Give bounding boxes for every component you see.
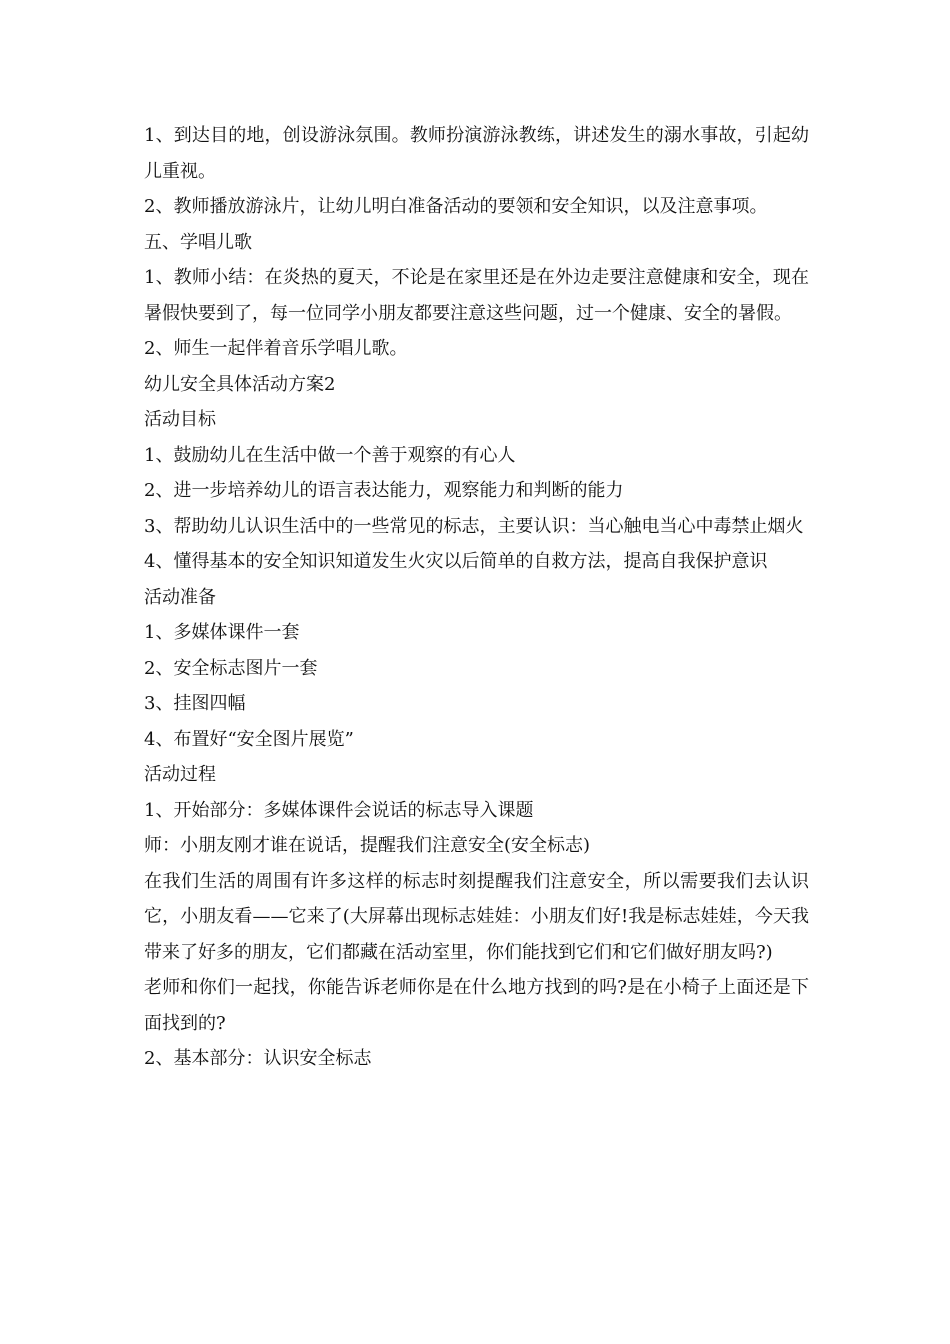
list-item: 4、懂得基本的安全知识知道发生火灾以后简单的自救方法，提高自我保护意识 [144,551,768,572]
list-item: 2、安全标志图片一套 [144,657,318,679]
document-subtitle: 幼儿安全具体活动方案2 [144,373,336,395]
section-heading: 五、学唱儿歌 [144,231,252,253]
paragraph: 2、教师播放游泳片，让幼儿明白准备活动的要领和安全知识，以及注意事项。 [144,196,768,217]
paragraph: 2、基本部分：认识安全标志 [144,1048,372,1069]
section-heading: 活动过程 [144,764,216,785]
paragraph: 在我们生活的周围有许多这样的标志时刻提醒我们注意安全，所以需要我们去认识它，小朋友看——它来了(大屏幕出现标志娃娃：小朋友们好!我是标志娃娃，今天我带来了好多的朋友，它们都藏在活动室里，你们能找到它们和它们做好朋友吗?) [144,870,809,963]
section-heading: 活动准备 [144,586,216,608]
paragraph: 2、师生一起伴着音乐学唱儿歌。 [144,338,408,359]
paragraph: 1、开始部分：多媒体课件会说话的标志导入课题 [144,799,534,821]
list-item: 3、帮助幼儿认识生活中的一些常见的标志，主要认识：当心触电当心中毒禁止烟火 [144,515,804,537]
document-body [144,118,809,1077]
section-heading: 活动目标 [144,409,216,430]
list-item: 2、进一步培养幼儿的语言表达能力，观察能力和判断的能力 [144,480,624,501]
list-item: 1、鼓励幼儿在生活中做一个善于观察的有心人 [144,444,516,466]
paragraph: 1、教师小结：在炎热的夏天，不论是在家里还是在外边走要注意健康和安全，现在暑假快要到了，每一位同学小朋友都要注意这些问题，过一个健康、安全的暑假。 [144,267,809,324]
paragraph: 师：小朋友刚才谁在说话，提醒我们注意安全(安全标志) [144,835,591,856]
paragraph: 1、到达目的地，创设游泳氛围。教师扮演游泳教练，讲述发生的溺水事故，引起幼儿重视。 [144,125,809,182]
list-item: 1、多媒体课件一套 [144,622,300,643]
list-item: 4、布置好“安全图片展览” [144,728,354,750]
list-item: 3、挂图四幅 [144,693,246,714]
paragraph: 老师和你们一起找，你能告诉老师你是在什么地方找到的吗?是在小椅子上面还是下面找到的? [144,977,809,1034]
